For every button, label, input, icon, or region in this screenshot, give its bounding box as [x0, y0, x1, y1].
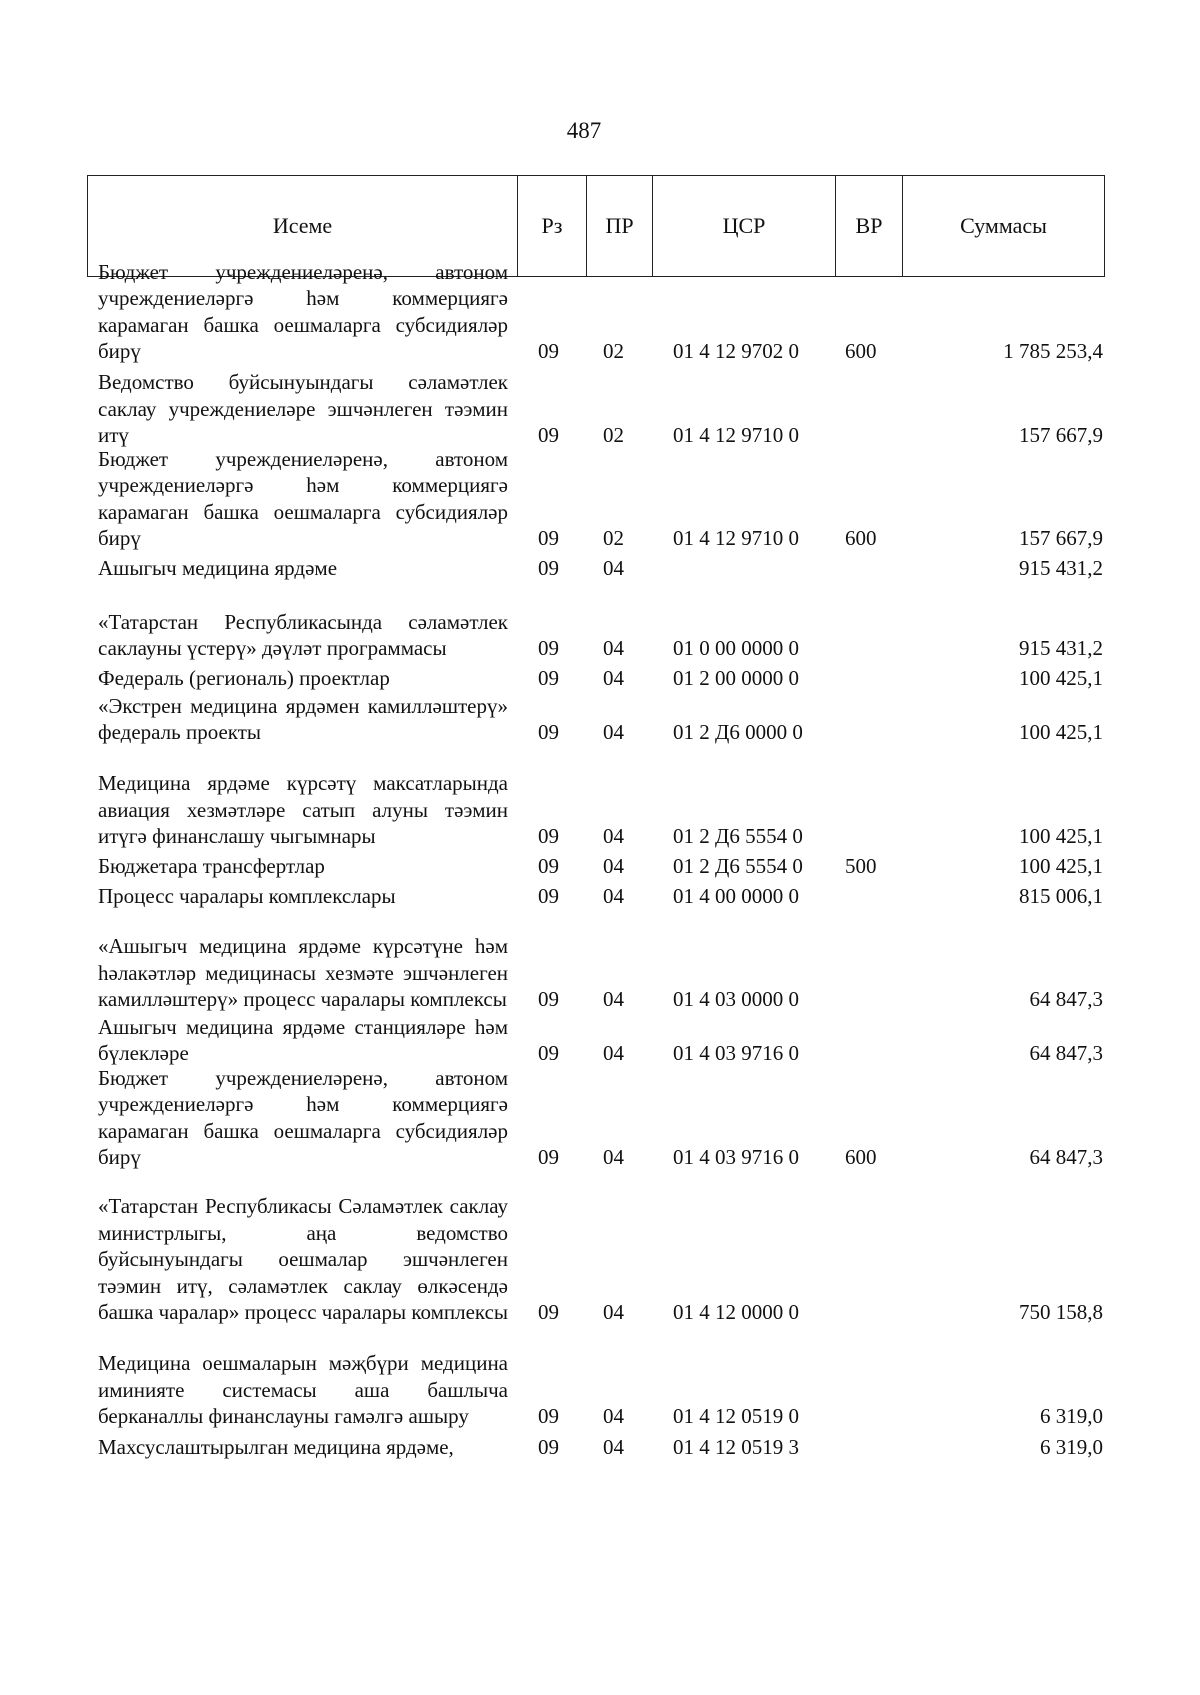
- row-sum: 6 319,0: [1040, 1435, 1103, 1460]
- row-sum: 750 158,8: [1019, 1300, 1103, 1325]
- row-name: Ведомство буйсынуындагы сәламәтлек саклау учреждениеләре эшчәнлеген тәэмин итү: [98, 370, 508, 448]
- row-name: Медицина ярдәме күрсәтү максатларында авиация хезмәтләре сатып алуны тәэмин итүгә финанслашу чыгымнары: [98, 771, 508, 849]
- row-vr: 600: [845, 339, 877, 364]
- page-number: 487: [566, 118, 602, 143]
- row-name: Махсуслаштырылган медицина ярдәме,: [98, 1435, 454, 1460]
- row-pr: 04: [603, 1435, 624, 1460]
- row-csr: 01 4 03 9716 0: [673, 1041, 799, 1066]
- row-name: Бюджет учреждениеләренә, автоном учреждениеләргә һәм коммерциягә карамаган башка оешмаларга субсидияләр бирү: [98, 1065, 508, 1170]
- row-csr: 01 4 03 0000 0: [673, 987, 799, 1012]
- row-vr: 600: [845, 1145, 877, 1170]
- row-rz: 09: [538, 884, 559, 909]
- row-sum: 100 425,1: [1019, 720, 1103, 745]
- row-pr: 04: [603, 1300, 624, 1325]
- row-pr: 04: [603, 720, 624, 745]
- row-csr: 01 4 12 0519 3: [673, 1435, 799, 1460]
- row-rz: 09: [538, 526, 559, 551]
- header-rz: Рз: [518, 176, 587, 276]
- row-pr: 04: [603, 824, 624, 849]
- row-rz: 09: [538, 636, 559, 661]
- row-pr: 04: [603, 666, 624, 691]
- row-pr: 04: [603, 1404, 624, 1429]
- header-sum: Суммасы: [960, 213, 1047, 238]
- row-name: Бюджетара трансфертлар: [98, 854, 325, 879]
- row-pr: 04: [603, 1145, 624, 1170]
- row-name: «Экстрен медицина ярдәмен камилләштерү» федераль проекты: [98, 693, 508, 745]
- row-name: Бюджет учреждениеләренә, автоном учреждениеләргә һәм коммерциягә карамаган башка оешмаларга субсидияләр бирү: [98, 259, 508, 364]
- row-rz: 09: [538, 339, 559, 364]
- row-csr: 01 4 03 9716 0: [673, 1145, 799, 1170]
- row-pr: 04: [603, 987, 624, 1012]
- row-csr: 01 4 12 0519 0: [673, 1404, 799, 1429]
- row-rz: 09: [538, 854, 559, 879]
- row-csr: 01 4 00 0000 0: [673, 884, 799, 909]
- row-sum: 815 006,1: [1019, 884, 1103, 909]
- row-name: Ашыгыч медицина ярдәме станцияләре һәм бүлекләре: [98, 1014, 508, 1066]
- row-sum: 64 847,3: [1029, 1041, 1103, 1066]
- row-name: Бюджет учреждениеләренә, автоном учреждениеләргә һәм коммерциягә карамаган башка оешмаларга субсидияләр бирү: [98, 446, 508, 551]
- row-pr: 04: [603, 1041, 624, 1066]
- header-name: Исеме: [88, 176, 518, 276]
- row-name: Процесс чаралары комплекслары: [98, 884, 396, 909]
- row-rz: 09: [538, 1404, 559, 1429]
- row-rz: 09: [538, 1145, 559, 1170]
- row-rz: 09: [538, 987, 559, 1012]
- row-vr: 600: [845, 526, 877, 551]
- row-csr: 01 4 12 9710 0: [673, 526, 799, 551]
- row-rz: 09: [538, 666, 559, 691]
- row-sum: 64 847,3: [1029, 1145, 1103, 1170]
- row-rz: 09: [538, 1435, 559, 1460]
- row-sum: 915 431,2: [1019, 636, 1103, 661]
- row-csr: 01 0 00 0000 0: [673, 636, 799, 661]
- row-name: «Ашыгыч медицина ярдәме күрсәтүне һәм һәлакәтләр медицинасы хезмәте эшчәнлеген камилләштерү» процесс чаралары комплексы: [98, 934, 508, 1012]
- row-rz: 09: [538, 1041, 559, 1066]
- row-name: Медицина оешмаларын мәҗбүри медицина иминияте системасы аша башлыча берканаллы финанслауны гамәлгә ашыру: [98, 1351, 508, 1429]
- row-csr: 01 2 Д6 5554 0: [673, 824, 803, 849]
- row-sum: 100 425,1: [1019, 824, 1103, 849]
- row-sum: 1 785 253,4: [1003, 339, 1103, 364]
- row-sum: 157 667,9: [1019, 526, 1103, 551]
- row-rz: 09: [538, 423, 559, 448]
- row-pr: 02: [603, 526, 624, 551]
- row-name: «Татарстан Республикасы Сәламәтлек саклау министрлыгы, аңа ведомство буйсынуындагы оешмалар эшчәнлеген тәэмин итү, сәламәтлек саклау өлкәсендә башка чаралар» процесс чаралары комплексы: [98, 1194, 509, 1325]
- row-sum: 100 425,1: [1019, 666, 1103, 691]
- header-vr: ВР: [836, 176, 903, 276]
- row-pr: 02: [603, 423, 624, 448]
- header-csr: ЦСР: [653, 176, 836, 276]
- row-vr: 500: [845, 854, 877, 879]
- row-pr: 04: [603, 884, 624, 909]
- header-pr: ПР: [587, 176, 653, 276]
- row-name: Ашыгыч медицина ярдәме: [98, 556, 338, 581]
- row-pr: 04: [603, 636, 624, 661]
- row-csr: 01 2 Д6 5554 0: [673, 854, 803, 879]
- row-sum: 6 319,0: [1040, 1404, 1103, 1429]
- row-sum: 64 847,3: [1029, 987, 1103, 1012]
- row-rz: 09: [538, 556, 559, 581]
- row-rz: 09: [538, 1300, 559, 1325]
- row-pr: 04: [603, 854, 624, 879]
- row-sum: 915 431,2: [1019, 556, 1103, 581]
- row-csr: 01 2 Д6 0000 0: [673, 720, 803, 745]
- row-rz: 09: [538, 720, 559, 745]
- row-rz: 09: [538, 824, 559, 849]
- row-csr: 01 2 00 0000 0: [673, 666, 799, 691]
- row-csr: 01 4 12 9702 0: [673, 339, 799, 364]
- row-pr: 04: [603, 556, 624, 581]
- row-name: «Татарстан Республикасында сәламәтлек саклауны үстерү» дәүләт программасы: [98, 609, 508, 661]
- row-csr: 01 4 12 9710 0: [673, 423, 799, 448]
- row-sum: 100 425,1: [1019, 854, 1103, 879]
- row-pr: 02: [603, 339, 624, 364]
- row-name: Федераль (региональ) проектлар: [98, 666, 390, 691]
- row-sum: 157 667,9: [1019, 423, 1103, 448]
- row-csr: 01 4 12 0000 0: [673, 1300, 799, 1325]
